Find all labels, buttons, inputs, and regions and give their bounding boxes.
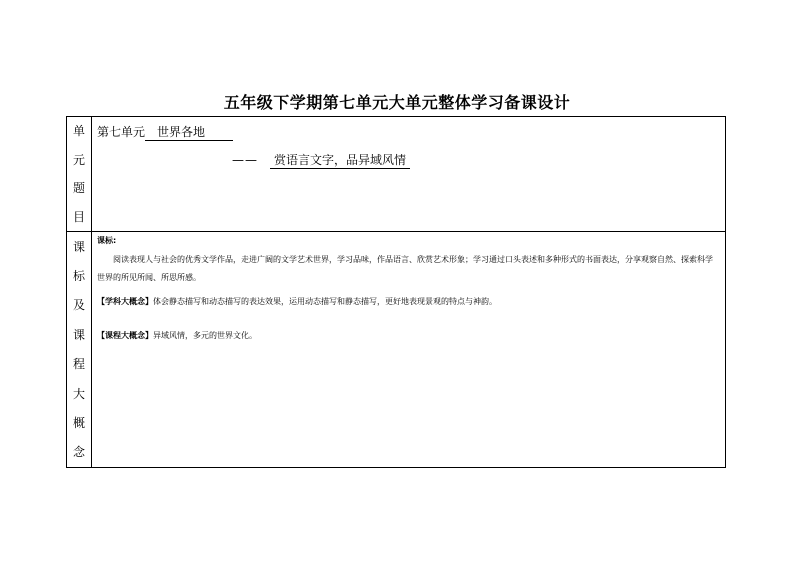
subject-concept-label: 【学科大概念】	[97, 297, 153, 306]
curriculum-standard-text: 阅读表现人与社会的优秀文学作品，走进广阔的文学艺术世界，学习品味，作品语言、欣赏艺术形象；学习通过口头表述和多种形式的书面表达，分享观察自然、探索科学世界的所见所闻、所思所感。	[97, 255, 713, 282]
unit-prefix: 第七单元	[97, 125, 146, 139]
unit-name: 世界各地	[145, 123, 233, 141]
unit-line	[97, 123, 233, 141]
subject-concept-text: 体会静态描写和动态描写的表达效果，运用动态描写和静态描写，更好地表现景观的特点与神韵。	[153, 297, 497, 306]
document-title: 五年级下学期第七单元大单元整体学习备课设计	[223, 93, 571, 112]
unit-topic-row	[67, 117, 725, 232]
header-char: 标	[72, 269, 85, 284]
header-char: 程	[72, 357, 85, 372]
curriculum-standard-label: 课标:	[97, 236, 117, 245]
standards-concepts-row	[67, 232, 725, 467]
course-concept-text: 异域风情，多元的世界文化。	[153, 331, 257, 340]
header-char: 概	[72, 415, 85, 430]
header-char: 课	[72, 239, 85, 254]
unit-topic-content	[92, 117, 725, 231]
header-char: 课	[72, 327, 85, 342]
header-char: 大	[72, 386, 85, 401]
subtitle-dash: ——	[232, 153, 258, 167]
header-char: 及	[72, 298, 85, 313]
subject-big-concept	[97, 296, 717, 307]
header-char: 目	[72, 209, 85, 224]
header-char: 单	[72, 124, 85, 139]
header-char: 元	[72, 152, 85, 167]
course-concept-label: 【课程大概念】	[97, 331, 153, 340]
standards-concepts-header	[67, 232, 92, 467]
header-char: 题	[72, 181, 85, 196]
lesson-plan-table	[66, 116, 726, 468]
unit-subtitle: 赏语言文字，品异域风情	[270, 151, 410, 169]
subtitle-line	[232, 151, 410, 169]
course-big-concept	[97, 330, 717, 341]
standards-concepts-content	[92, 232, 725, 467]
header-char: 念	[72, 445, 85, 460]
unit-topic-header	[67, 117, 92, 231]
